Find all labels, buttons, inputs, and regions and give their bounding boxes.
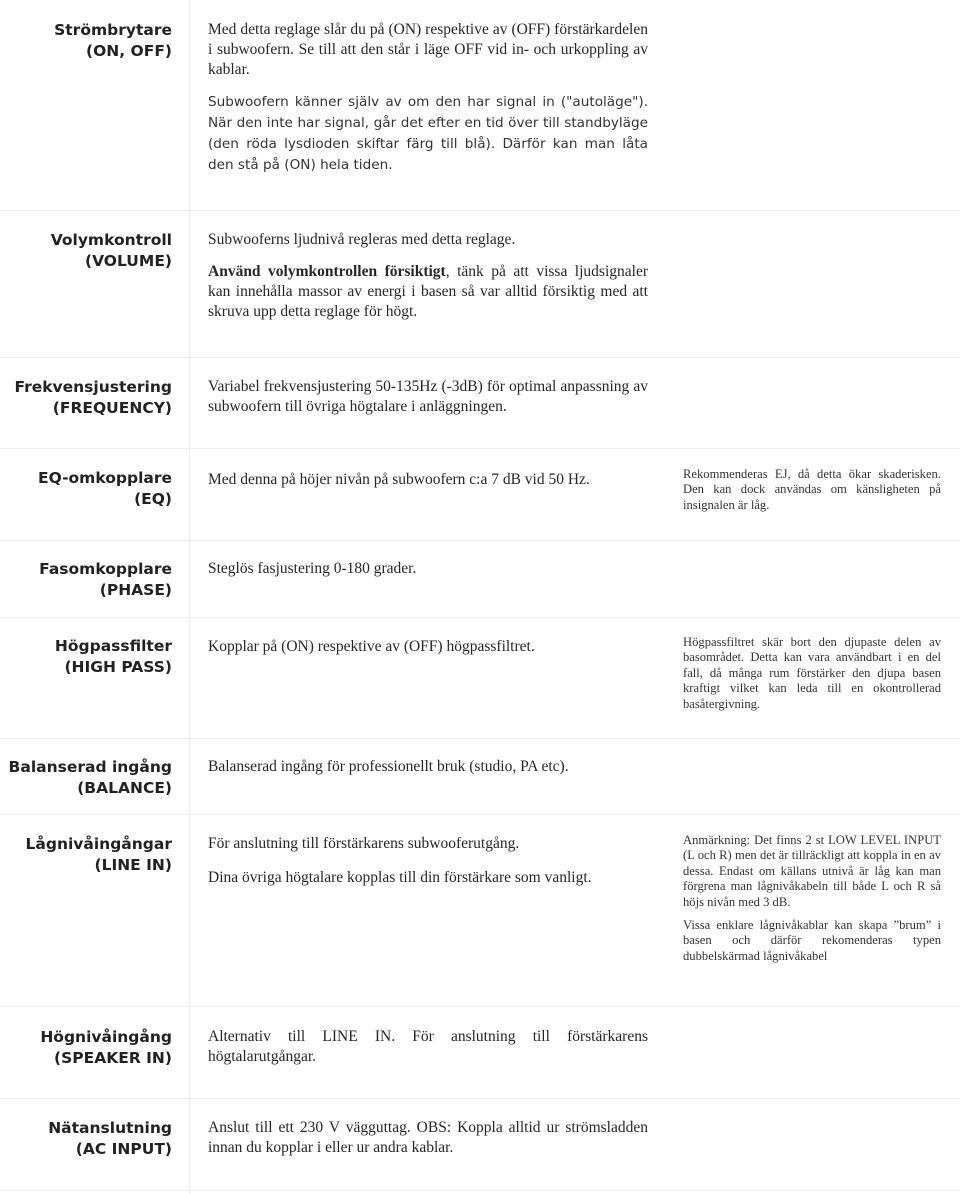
paragraph: Subwoofern känner själv av om den har signal in ("autoläge"). När den inte har signal, går det efter en tid över till standbyläge (den röda lysdioden skiftar färg till blå). Därför kan man låta den stå på (ON) hela tiden.: [208, 94, 648, 173]
label-subtitle: (AC INPUT): [75, 1140, 172, 1158]
row-label-ac-input: [0, 1118, 172, 1160]
row-label-frequency: [0, 377, 172, 419]
row-label-speaker-in: [0, 1027, 172, 1069]
row-label-phase: [0, 559, 172, 601]
label-title: Nätanslutning: [48, 1119, 172, 1137]
row-text-speaker-in: [208, 1027, 648, 1067]
label-title: Fasomkopplare: [39, 560, 172, 578]
row-label-eq: [0, 468, 172, 510]
label-title: Högnivåingång: [40, 1028, 172, 1046]
label-subtitle: (BALANCE): [77, 779, 172, 797]
note-paragraph: Högpassfiltret skär bort den djupaste delen av basområdet. Detta kan vara användbart i en del fall, då många rum förstärker den djupa basen kraftigt vilket kan leda till en okontrollerad basåtergivning.: [683, 635, 941, 711]
paragraph: Med denna på höjer nivån på subwoofern c:a 7 dB vid 50 Hz.: [208, 471, 590, 488]
row-text-power-switch: [208, 20, 648, 176]
paragraph: [208, 262, 648, 322]
note-paragraph: Rekommenderas EJ, då detta ökar skaderisken. Den kan dock användas om känsligheten på insignalen är låg.: [683, 467, 941, 512]
label-subtitle: (PHASE): [99, 581, 172, 599]
paragraph: Anslut till ett 230 V vägguttag. OBS: Koppla alltid ur strömsladden innan du kopplar i eller ur andra kablar.: [208, 1119, 648, 1156]
row-text-eq: [208, 470, 648, 490]
column-divider: [189, 0, 190, 1194]
row-text-volume: [208, 230, 648, 322]
row-text-phase: [208, 559, 648, 579]
note-paragraph: Anmärkning: Det finns 2 st LOW LEVEL INPUT (L och R) men det är tillräckligt att koppla in en av dessa. Endast om källans utnivå är låg kan man förgrena man lågnivåkabeln till både L och R så höjs nivån med 3 dB.: [683, 833, 941, 909]
row-text-frequency: [208, 377, 648, 417]
row-label-volume: [0, 230, 172, 272]
label-subtitle: (FREQUENCY): [52, 399, 172, 417]
label-title: Högpassfilter: [54, 637, 172, 655]
paragraph: Kopplar på (ON) respektive av (OFF) högpassfiltret.: [208, 638, 535, 655]
row-note-line-in: [683, 833, 941, 964]
paragraph: Subwooferns ljudnivå regleras med detta reglage.: [208, 231, 516, 248]
paragraph: Med detta reglage slår du på (ON) respektive av (OFF) förstärkardelen i subwoofern. Se till att den står i läge OFF vid in- och urkoppling av kablar.: [208, 21, 648, 78]
label-title: Volymkontroll: [50, 231, 172, 249]
row-text-high-pass: [208, 637, 648, 657]
label-subtitle: (ON, OFF): [86, 42, 172, 60]
row-divider: [0, 357, 960, 358]
row-note-eq: [683, 467, 941, 513]
row-divider: [0, 617, 960, 618]
paragraph: För anslutning till förstärkarens subwooferutgång.: [208, 835, 520, 852]
row-divider: [0, 1098, 960, 1099]
row-label-balance: [0, 757, 172, 799]
row-note-high-pass: [683, 635, 941, 712]
row-divider: [0, 1006, 960, 1007]
row-divider: [0, 1190, 960, 1191]
label-title: Balanserad ingång: [8, 758, 172, 776]
label-title: Frekvensjustering: [14, 378, 172, 396]
row-text-line-in: [208, 834, 648, 888]
row-label-power-switch: [0, 20, 172, 62]
paragraph: Alternativ till LINE IN. För anslutning till förstärkarens högtalarutgångar.: [208, 1028, 648, 1065]
row-divider: [0, 448, 960, 449]
label-title: EQ-omkopplare: [38, 469, 172, 487]
note-paragraph: Vissa enklare lågnivåkablar kan skapa ”brum” i basen och därför rekomenderas typen dubbelskärmad lågnivåkabel: [683, 918, 941, 963]
label-subtitle: (HIGH PASS): [64, 658, 172, 676]
row-label-high-pass: [0, 636, 172, 678]
row-divider: [0, 540, 960, 541]
paragraph: Dina övriga högtalare kopplas till din förstärkare som vanligt.: [208, 869, 592, 886]
row-label-line-in: [0, 834, 172, 876]
paragraph: Balanserad ingång för professionellt bruk (studio, PA etc).: [208, 758, 569, 775]
paragraph: Steglös fasjustering 0-180 grader.: [208, 560, 417, 577]
label-title: Strömbrytare: [54, 21, 172, 39]
paragraph: Variabel frekvensjustering 50-135Hz (-3dB) för optimal anpassning av subwoofern till övriga högtalare i anläggningen.: [208, 378, 648, 415]
emphasis-text: Använd volymkontrollen försiktigt: [208, 263, 446, 280]
row-text-ac-input: [208, 1118, 648, 1158]
row-divider: [0, 738, 960, 739]
row-divider: [0, 210, 960, 211]
paragraph-rest: , tänk på att vissa ljudsignaler kan innehålla massor av energi i basen så var alltid försiktig med att skruva upp detta reglage för högt.: [208, 263, 648, 320]
row-text-balance: [208, 757, 648, 777]
label-subtitle: (LINE IN): [94, 856, 172, 874]
row-divider: [0, 814, 960, 815]
label-subtitle: (SPEAKER IN): [54, 1049, 172, 1067]
label-subtitle: (EQ): [134, 490, 172, 508]
label-subtitle: (VOLUME): [85, 252, 172, 270]
label-title: Lågnivåingångar: [25, 835, 172, 853]
